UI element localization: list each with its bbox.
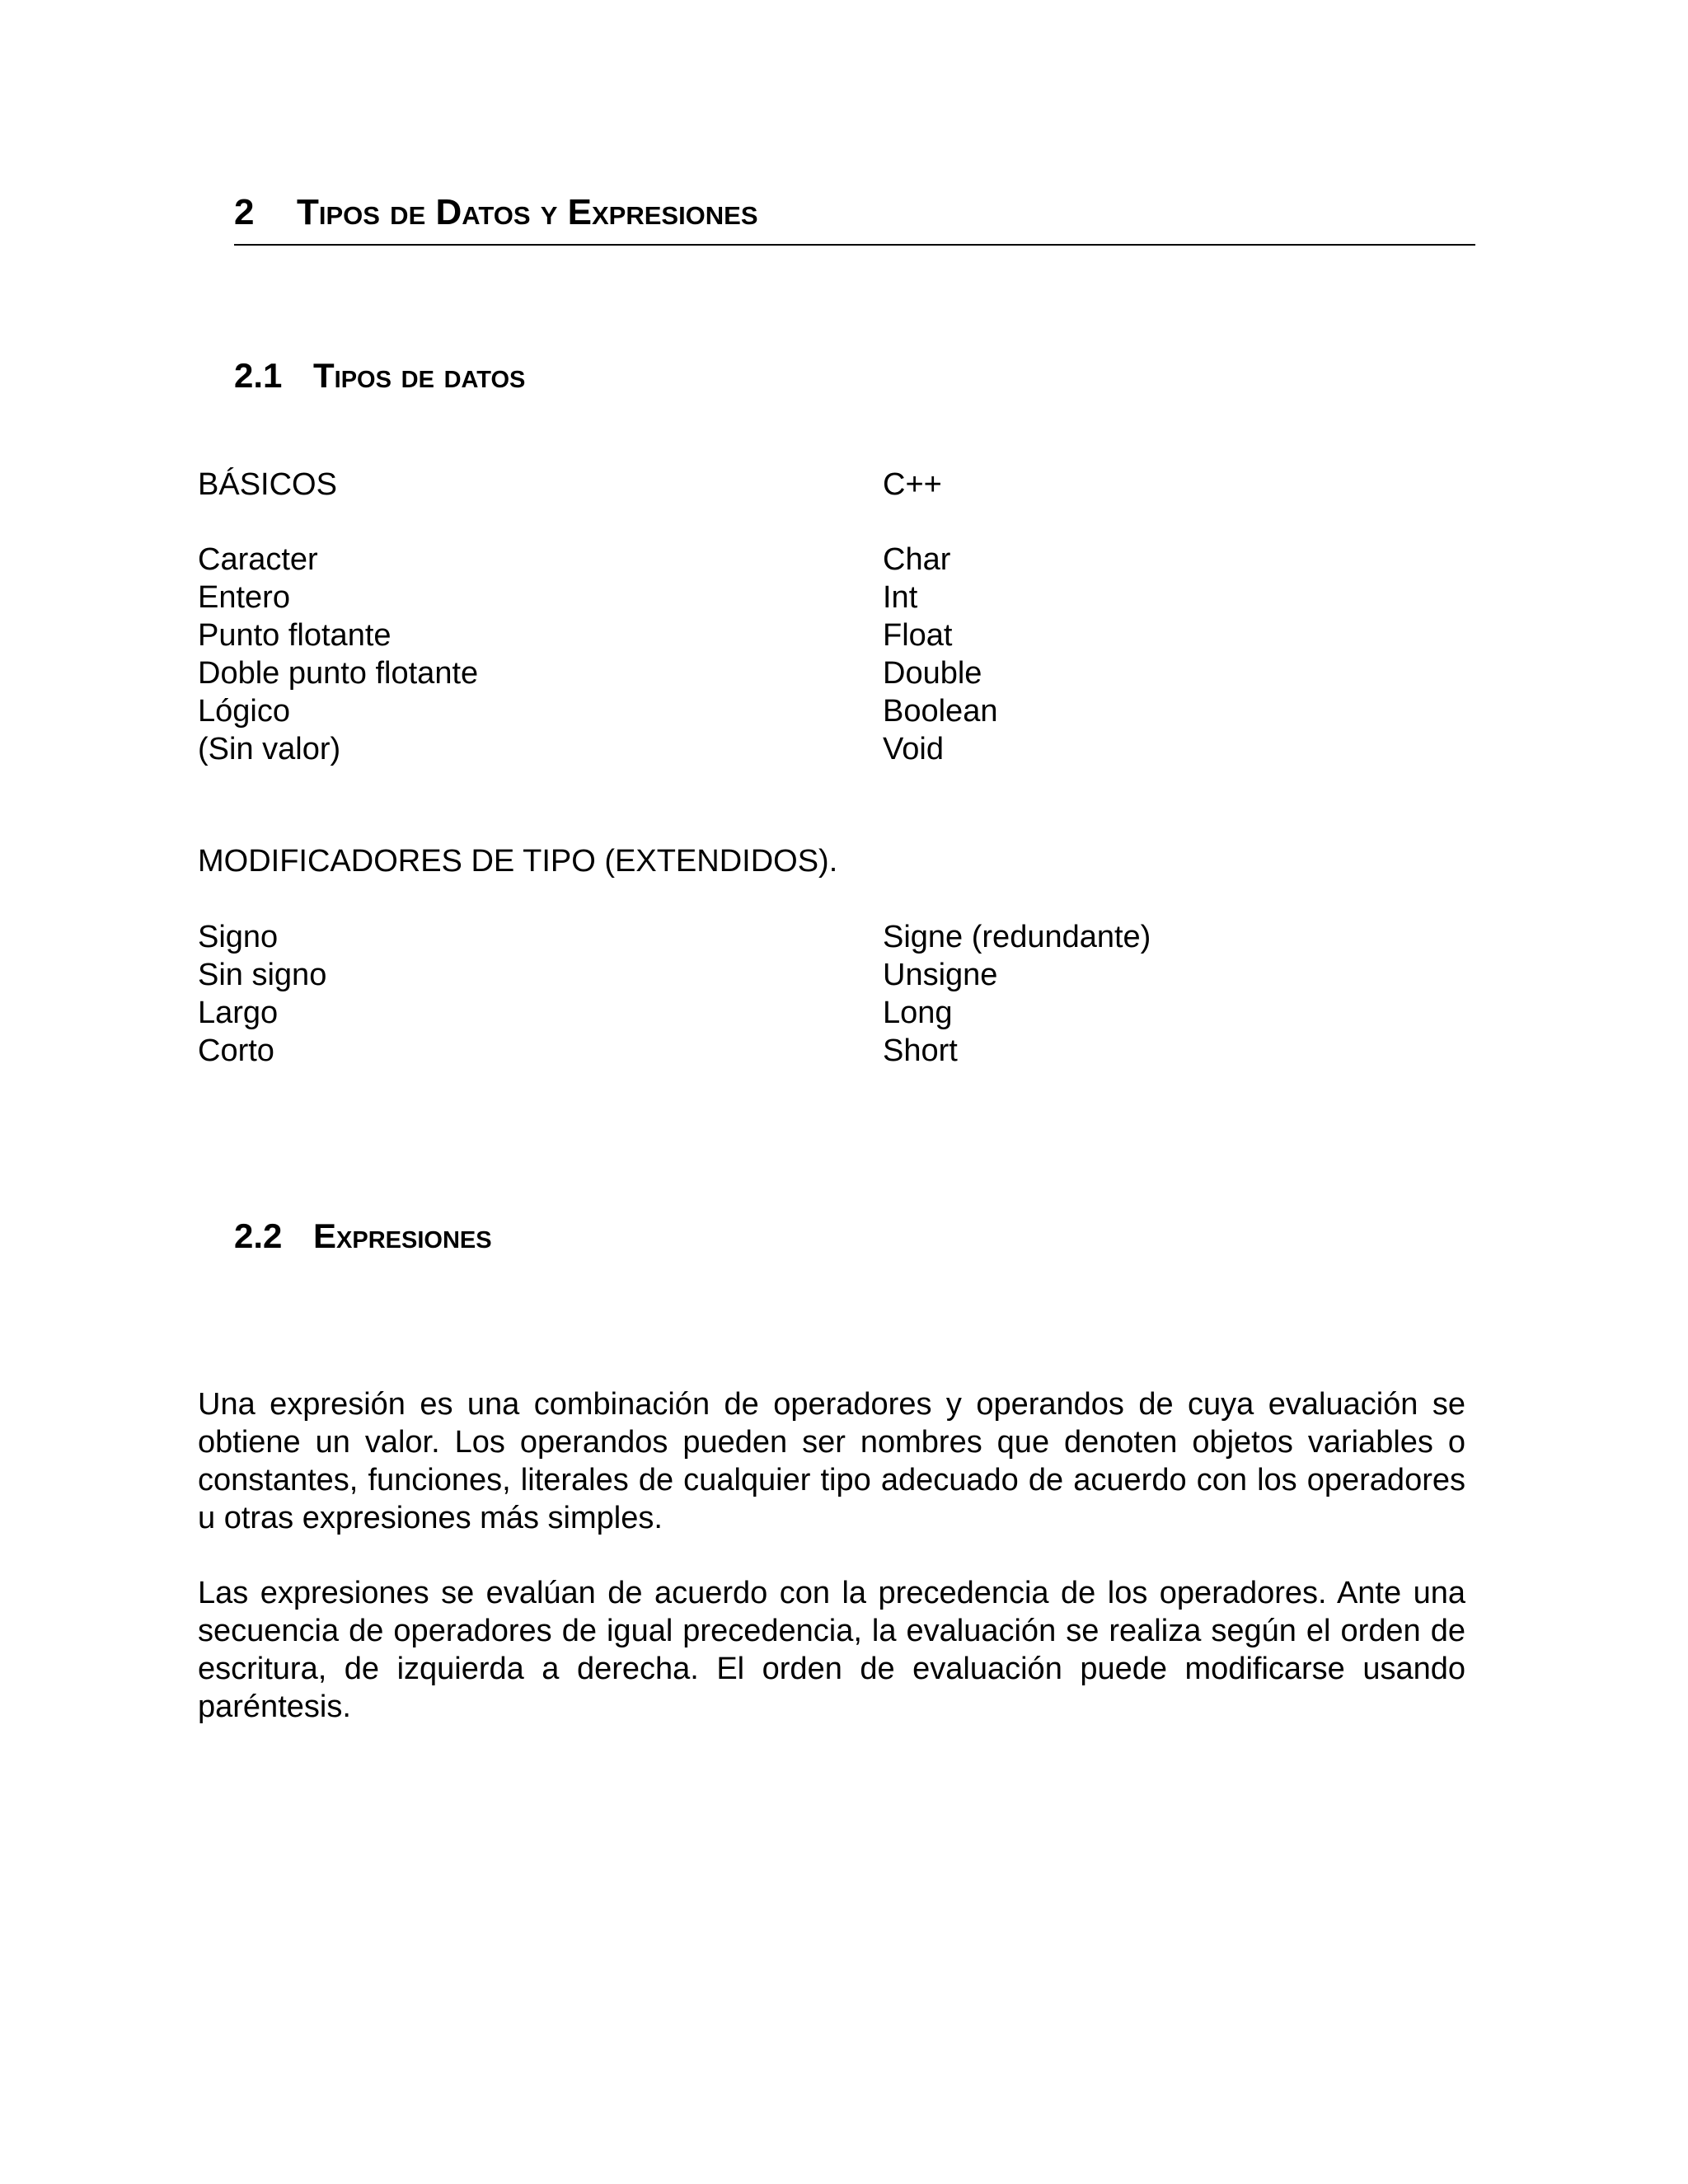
cpp-type-name: Double: [883, 656, 982, 691]
basic-type-name: Punto flotante: [198, 618, 392, 653]
chapter-number: 2: [234, 192, 255, 232]
modifiers-left-column: [198, 918, 326, 1070]
cpp-modifier-name: Long: [883, 996, 953, 1030]
basic-type-name: (Sin valor): [198, 732, 341, 766]
modifier-name: Largo: [198, 996, 279, 1030]
section-title: Expresiones: [313, 1216, 492, 1255]
chapter-title: Tipos de Datos y Expresiones: [297, 192, 758, 232]
modifiers-heading: MODIFICADORES DE TIPO (EXTENDIDOS).: [198, 844, 838, 879]
basic-type-name: Lógico: [198, 694, 290, 729]
basic-type-name: Caracter: [198, 542, 318, 577]
modifier-name: Corto: [198, 1033, 274, 1068]
cpp-modifier-name: Signe (redundante): [883, 920, 1151, 954]
section-title: Tipos de datos: [313, 356, 526, 395]
basic-types-header-right: C++: [883, 467, 942, 502]
section-heading-expresiones: [234, 1215, 492, 1258]
section-number: 2.1: [234, 356, 283, 395]
basic-type-name: Doble punto flotante: [198, 656, 479, 691]
cpp-type-name: Char: [883, 542, 951, 577]
cpp-type-name: Void: [883, 732, 944, 766]
modifiers-right-column: [883, 918, 1151, 1070]
cpp-modifier-name: Short: [883, 1033, 958, 1068]
basic-types-right-column: [883, 541, 997, 768]
section-heading-tipos-de-datos: [234, 354, 525, 397]
paragraph: Las expresiones se evalúan de acuerdo con la precedencia de los operadores. Ante una secuencia de operadores de igual precedencia, la evaluación se realiza según el orden de escritura, de izquierda a derecha. El orden de evaluación puede modificarse usando paréntesis.: [198, 1576, 1465, 1724]
basic-types-left-column: [198, 541, 478, 768]
paragraph: Una expresión es una combinación de operadores y operandos de cuya evaluación se obtiene un valor. Los operandos pueden ser nombres que denoten objetos variables o constantes, funciones, literales de cualquier tipo adecuado de acuerdo con los operadores u otras expresiones más simples.: [198, 1387, 1465, 1535]
cpp-type-name: Boolean: [883, 694, 998, 729]
basic-types-header-left: BÁSICOS: [198, 467, 337, 502]
modifier-name: Sin signo: [198, 958, 327, 992]
cpp-type-name: Float: [883, 618, 953, 653]
cpp-type-name: Int: [883, 580, 918, 615]
cpp-modifier-name: Unsigne: [883, 958, 998, 992]
section-number: 2.2: [234, 1216, 283, 1255]
modifier-name: Signo: [198, 920, 279, 954]
chapter-heading: [234, 191, 1475, 246]
basic-type-name: Entero: [198, 580, 290, 615]
